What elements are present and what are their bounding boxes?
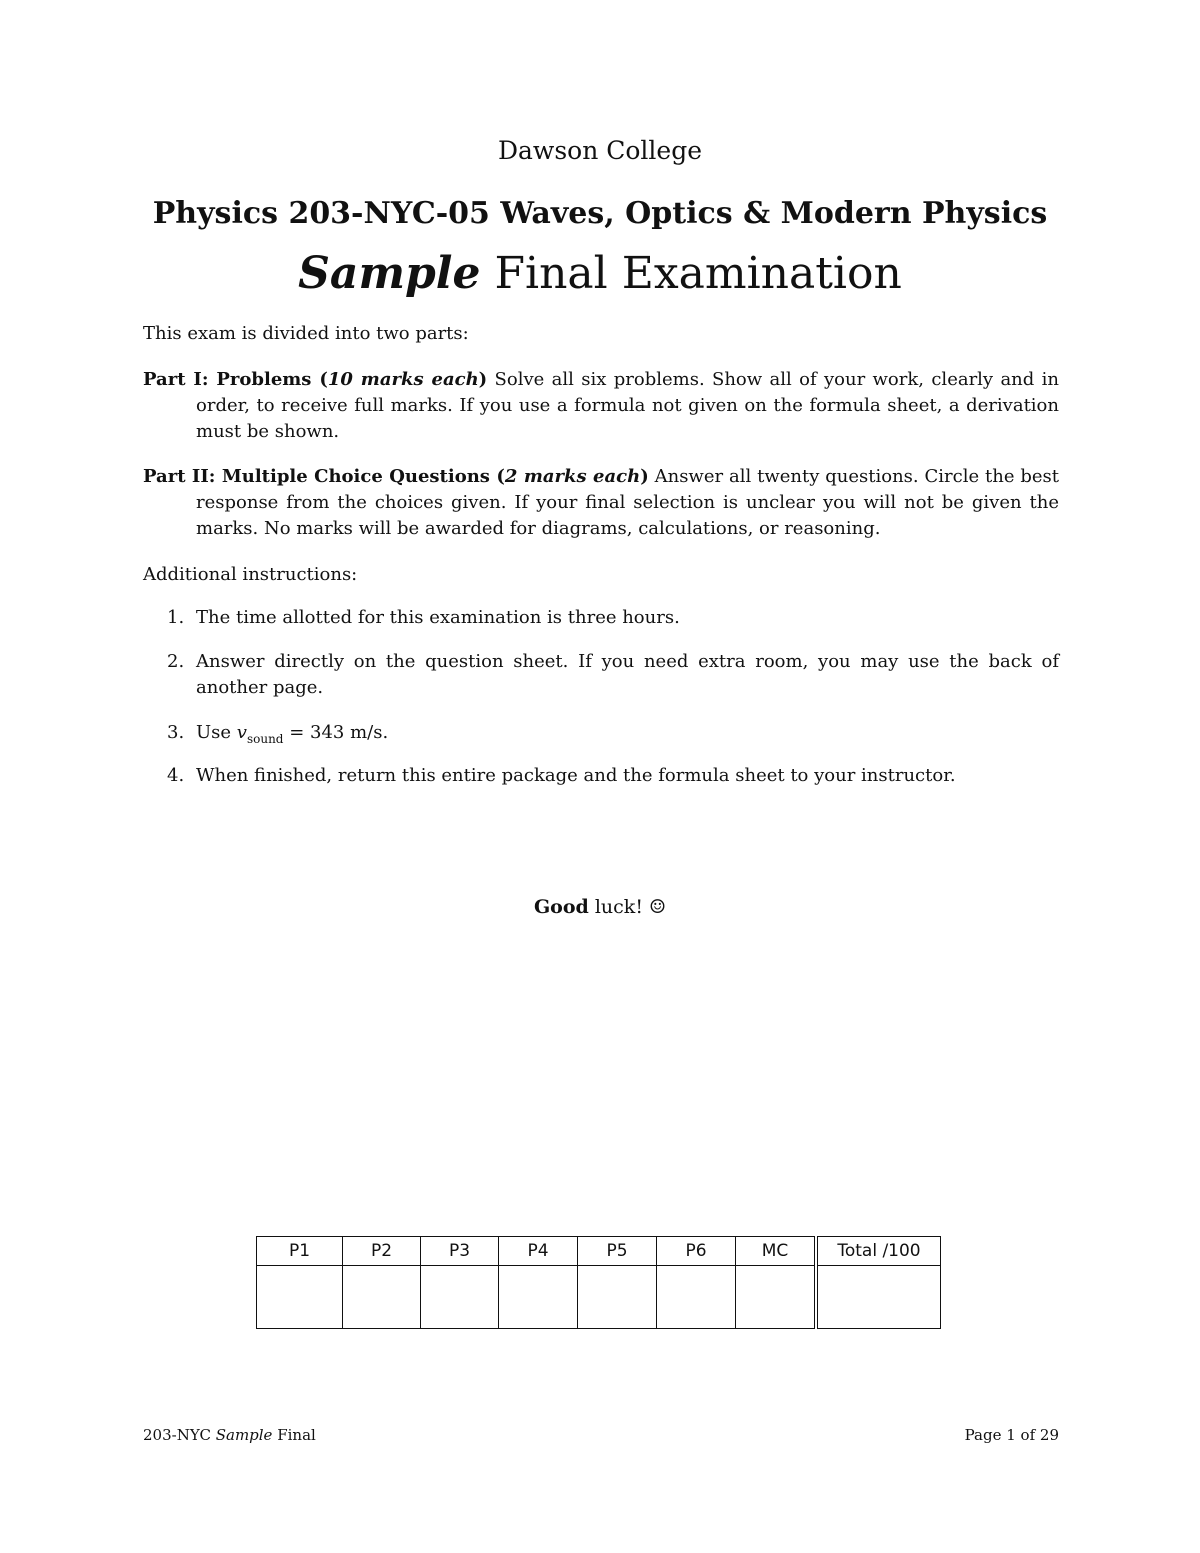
instruction-number: 2. [167, 651, 185, 672]
score-header-total: Total /100 [816, 1237, 941, 1266]
score-header-cell: P3 [421, 1237, 499, 1266]
additional-instructions-label: Additional instructions: [143, 564, 358, 585]
part-1-label: Part I: Problems (10 marks each) [143, 369, 488, 390]
velocity-subscript: sound [246, 732, 284, 746]
score-entry-cell [421, 1266, 499, 1329]
score-entry-cell [736, 1266, 817, 1329]
score-header-cell: P4 [499, 1237, 578, 1266]
score-header-cell: P2 [343, 1237, 421, 1266]
instruction-number: 3. [167, 722, 185, 743]
instruction-text: When finished, return this entire package and the formula sheet to your instructor. [196, 765, 956, 786]
score-header-cell: P6 [657, 1237, 736, 1266]
good-luck-message: Good luck! ☺ [533, 896, 667, 918]
part-2-text: Answer all twenty questions. Circle the best response from the choices given. If your final selection is unclear you will not be given the marks. No marks will be awarded for diagrams, calculations, or reasoning. [196, 466, 1059, 539]
exam-title-rest: Final Examination [480, 248, 902, 299]
intro-text: This exam is divided into two parts: [143, 323, 469, 344]
instruction-number: 4. [167, 765, 185, 786]
college-name: Dawson College [497, 136, 703, 165]
score-entry-cell [578, 1266, 657, 1329]
part-2-description [143, 464, 1059, 542]
score-header-cell: MC [736, 1237, 817, 1266]
velocity-symbol: v [236, 722, 247, 743]
footer-course-code: 203-NYC Sample Final [143, 1426, 316, 1444]
instruction-number: 1. [167, 607, 185, 628]
score-table-entry-row [257, 1266, 941, 1329]
part-2-label: Part II: Multiple Choice Questions (2 marks each) [143, 466, 649, 487]
score-entry-cell [499, 1266, 578, 1329]
score-header-cell: P5 [578, 1237, 657, 1266]
score-table [256, 1236, 941, 1329]
exam-title [0, 248, 1200, 299]
instruction-text: Use $v_{sound} = 343$ m/s. [196, 722, 389, 746]
score-entry-total [816, 1266, 941, 1329]
footer-page-number: Page 1 of 29 [964, 1426, 1059, 1444]
score-header-cell: P1 [257, 1237, 343, 1266]
score-entry-cell [657, 1266, 736, 1329]
part-1-text: Solve all six problems. Show all of your work, clearly and in order, to receive full marks. If you use a formula not given on the formula sheet, a derivation must be shown. [196, 369, 1059, 442]
part-1-description [143, 367, 1059, 445]
score-entry-cell [257, 1266, 343, 1329]
instruction-text: Answer directly on the question sheet. If you need extra room, you may use the back of another page. [196, 651, 1059, 698]
course-title: Physics 203-NYC-05 Waves, Optics & Modern Physics [152, 196, 1048, 231]
score-entry-cell [343, 1266, 421, 1329]
instruction-text: The time allotted for this examination is three hours. [196, 607, 680, 628]
exam-title-italic: Sample [298, 248, 481, 299]
score-table-header-row [257, 1237, 941, 1266]
